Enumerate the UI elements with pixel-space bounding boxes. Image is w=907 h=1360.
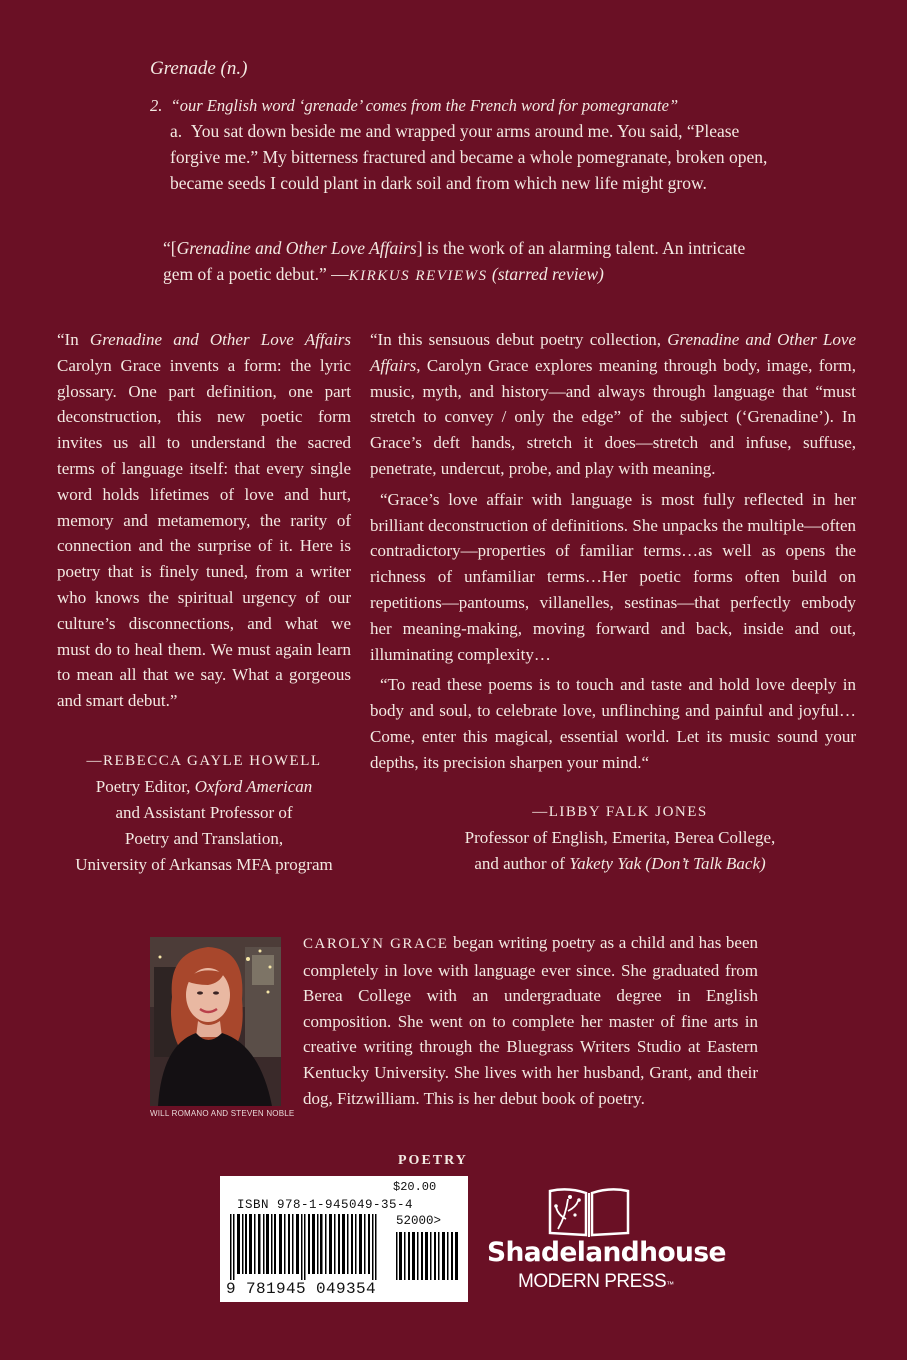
author-photo	[150, 937, 281, 1106]
blurb-right-paragraph-1	[370, 327, 856, 482]
definition-2	[150, 93, 770, 118]
attribution-line-4: University of Arkansas MFA program	[75, 855, 333, 874]
attribution-publication: Oxford American	[194, 777, 313, 796]
photo-credit: WILL ROMANO AND STEVEN NOBLE	[150, 1109, 295, 1118]
attribution-line-3: Poetry and Translation,	[124, 829, 284, 848]
blurb-left-text	[57, 327, 351, 714]
definition-number: 2.	[150, 96, 163, 115]
attribution-line-2	[440, 851, 800, 877]
attribution-role	[57, 774, 351, 800]
blurb-left-attribution	[57, 748, 351, 878]
author-bio	[303, 930, 758, 1111]
attribution-book-title: Yakety Yak (Don’t Talk Back)	[569, 854, 766, 873]
attribution-name: —LIBBY FALK JONES	[532, 804, 708, 820]
subdefinition-text: You sat down beside me and wrapped your arms around me. You said, “Please forgive me.” My bitterness fractured and became a whole pomegranate, broken open, became seeds I could plant in dark soil and from which new life might grow.	[170, 121, 768, 193]
price-label: $20.00	[393, 1180, 437, 1194]
publisher-sub-text: MODERN PRESS	[518, 1271, 667, 1292]
kirkus-body: ] is the work of an alarming talent. An intricate gem of a poetic debut.” —	[163, 238, 746, 284]
publisher-name: Shadelandhouse	[487, 1237, 726, 1268]
subdefinition-letter: a.	[170, 121, 183, 141]
author-name: CAROLYN GRACE	[303, 936, 449, 952]
ean-barcode-bars	[228, 1214, 384, 1280]
quote-open: “[	[163, 238, 177, 258]
blurb-right-paragraph-3: “To read these poems is to touch and taste and hold love deeply in body and soul, to celebrate love, unflinching and painful and joyful…Come, enter this magical, essential world. Let its music sound your depths, its precision sharpen your mind.“	[370, 675, 856, 772]
blurb-right-p1-body: , Carolyn Grace explores meaning through body, image, form, music, myth, and history—and always through language that “must stretch to convey / only the edge” of the subject (‘Grenadine’). In Grace’s deft hands, stretch it does—stretch and infuse, suffuse, penetrate, undercut, probe, and play with meaning.	[370, 355, 856, 478]
kirkus-source: KIRKUS REVIEWS	[348, 268, 488, 284]
attribution-line-2: and Assistant Professor of	[115, 803, 293, 822]
epigraph-headword: Grenade (n.)	[150, 58, 248, 79]
blurb-left-pre: “In	[57, 330, 90, 349]
category-label: POETRY	[398, 1153, 468, 1168]
attribution-line-2-pre: and author of	[474, 854, 570, 873]
epigraph-block	[150, 56, 770, 196]
blurb-left	[57, 327, 351, 714]
blurb-right-attribution	[440, 799, 800, 877]
attribution-line-1: Professor of English, Emerita, Berea College,	[464, 828, 776, 847]
blurb-right-paragraph-2: “Grace’s love affair with language is most fully reflected in her brilliant deconstruction of definitions. She unpacks the multiple—often contradictory—properties of familiar terms…as well as opens the richness of unfamiliar terms…Her poetic forms often build on repetitions—pantoums, villanelles, sestinas—that perfectly embody her meaning-making, moving forward and back, inside and out, illuminating complexity…	[370, 489, 856, 664]
book-title: Grenadine and Other Love Affairs	[370, 330, 856, 375]
book-title: Grenadine and Other Love Affairs	[89, 330, 351, 349]
author-bio-text: began writing poetry as a child and has been completely in love with language ever since. She graduated from Berea College with an undergraduate degree in English composition. She went on to complete her master of fine arts in creative writing through the Bluegrass Writers Studio at Eastern Kentucky University. She lives with her husband, Grant, and their dog, Fitzwilliam. This is her debut book of poetry.	[303, 933, 759, 1108]
isbn-label: ISBN 978-1-945049-35-4	[237, 1198, 414, 1212]
blurb-right-p1-pre: “In this sensuous debut poetry collection,	[370, 330, 668, 349]
price-code-label: 52000>	[396, 1214, 442, 1228]
attribution-name: —REBECCA GAYLE HOWELL	[86, 753, 322, 769]
isbn-barcode	[220, 1176, 468, 1302]
blurb-right	[370, 327, 856, 781]
definition-text: “our English word ‘grenade’ comes from the French word for pomegranate”	[170, 96, 679, 115]
price-barcode-bars	[394, 1232, 462, 1280]
attribution-role-pre: Poetry Editor,	[95, 777, 195, 796]
publisher-logo-icon	[548, 1185, 630, 1244]
kirkus-review-quote	[163, 235, 773, 289]
blurb-left-body: Carolyn Grace invents a form: the lyric glossary. One part definition, one part deconstruction, this new poetic form invites us all to understand the sacred terms of language itself: that every single word holds lifetimes of love and hurt, memory and metamemory, the rarity of connection and the surprise of it. Here is poetry that is finely tuned, from a writer who knows the spiritual urgency of our culture’s disconnections, and what we must do to heal them. We must again learn to mean all that we say. What a gorgeous and smart debut.”	[57, 355, 351, 711]
kirkus-note: (starred review)	[491, 264, 604, 284]
ean-digits: 9 781945 049354	[226, 1280, 377, 1298]
book-title: Grenadine and Other Love Affairs	[176, 238, 417, 258]
trademark-symbol: ™	[666, 1280, 674, 1289]
publisher-subtitle	[518, 1271, 674, 1293]
subdefinition-a	[150, 118, 770, 196]
